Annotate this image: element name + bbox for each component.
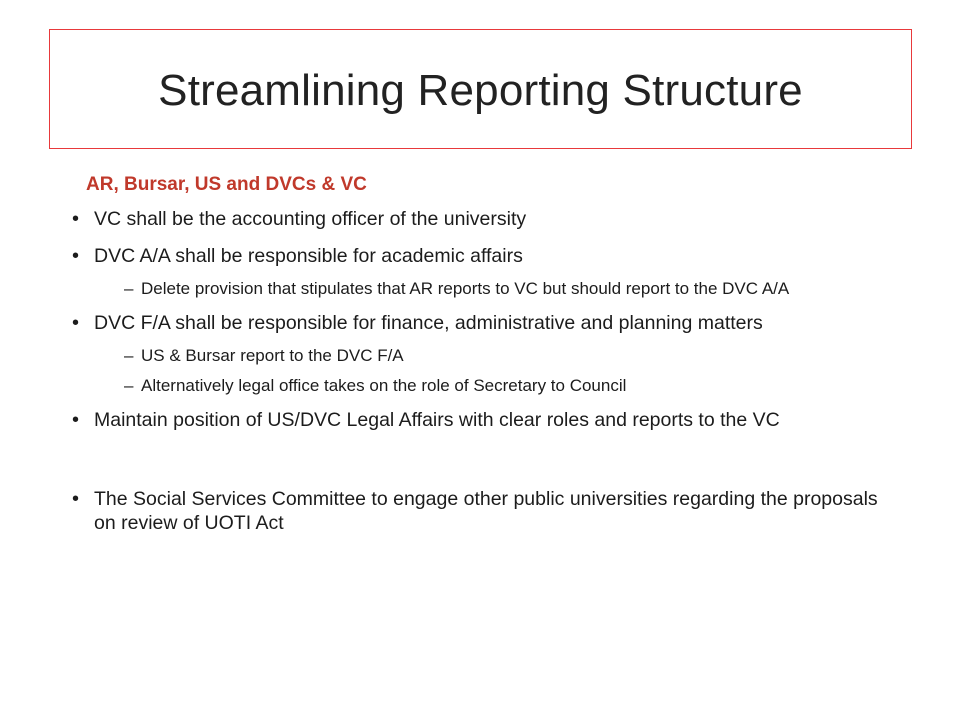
bullet-item: [72, 207, 892, 231]
bullet-text: VC shall be the accounting officer of the university: [94, 208, 527, 230]
bullet-icon: •: [72, 208, 80, 230]
bullet-item: [72, 311, 892, 335]
title-box: [49, 29, 912, 149]
dash-icon: –: [124, 279, 134, 298]
spacer: [72, 445, 892, 487]
bullet-icon: •: [72, 409, 80, 431]
bullet-text: Maintain position of US/DVC Legal Affairs with clear roles and reports to the VC: [94, 409, 780, 431]
bullet-item: [72, 244, 892, 268]
sub-bullet-text: Alternatively legal office takes on the role of Secretary to Council: [141, 376, 627, 395]
bullet-item: [72, 487, 892, 535]
bullet-text: The Social Services Committee to engage other public universities regarding the proposals on review of UOTI Act: [94, 488, 878, 534]
sub-bullet-item: [72, 278, 892, 299]
sub-bullet-text: US & Bursar report to the DVC F/A: [141, 346, 404, 365]
bullet-text: DVC F/A shall be responsible for finance, administrative and planning matters: [94, 312, 763, 334]
slide-body: [72, 174, 892, 548]
dash-icon: –: [124, 346, 134, 365]
bullet-icon: •: [72, 312, 80, 334]
sub-bullet-text: Delete provision that stipulates that AR reports to VC but should report to the DVC A/A: [141, 279, 790, 298]
sub-bullet-item: [72, 375, 892, 396]
dash-icon: –: [124, 376, 134, 395]
bullet-item: [72, 408, 892, 432]
section-subheading: AR, Bursar, US and DVCs & VC: [86, 174, 367, 195]
bullet-text: DVC A/A shall be responsible for academic affairs: [94, 245, 523, 267]
slide-title: Streamlining Reporting Structure: [158, 66, 803, 115]
bullet-icon: •: [72, 245, 80, 267]
sub-bullet-item: [72, 345, 892, 366]
bullet-icon: •: [72, 488, 80, 510]
